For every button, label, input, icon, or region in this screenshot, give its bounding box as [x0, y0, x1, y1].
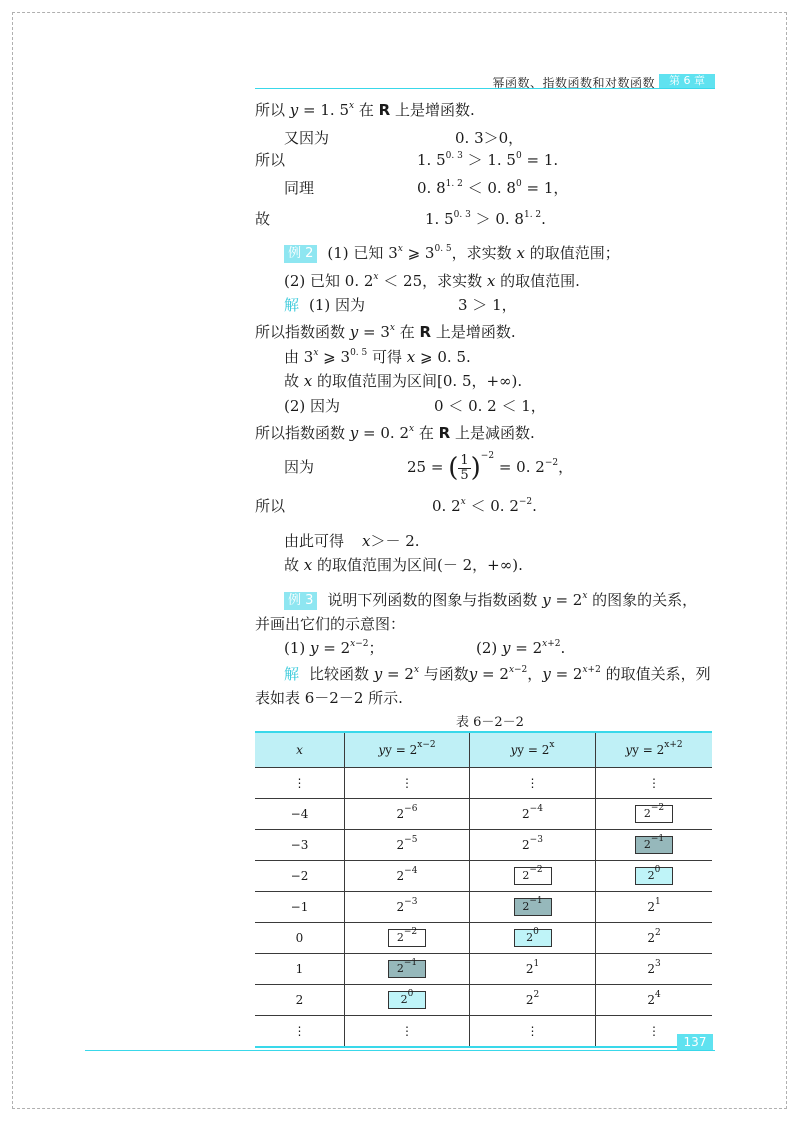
table-cell: ⋮ [470, 1016, 596, 1048]
table-row [255, 954, 712, 985]
math-line: 25 = ( $\frac{1}{5}$ )$^{-2}$ = 0. $2^{-2}$， [407, 451, 574, 483]
highlight-box: $2^0$ [388, 991, 426, 1009]
table-row [255, 861, 712, 892]
table-cell [596, 830, 713, 861]
table-cell [345, 985, 470, 1016]
math-line: (1) $y = 2^{x-2}$； [284, 639, 384, 657]
text-line: 又因为 [284, 129, 330, 147]
table-header: x [255, 732, 345, 768]
solution-label: 解 [284, 665, 300, 683]
table-cell [470, 923, 596, 954]
table-cell: ⋮ [596, 1016, 713, 1048]
text-line: 故 x 的取值范围为区间[0. 5，+∞). [284, 372, 523, 390]
table-cell: $2^{-3}$ [345, 892, 470, 923]
math-line: 0. $8^{1. 2} < 0$. $8^0 = 1$， [417, 179, 569, 197]
highlight-box: $2^{-2}$ [388, 929, 426, 947]
table-cell [345, 954, 470, 985]
highlight-box: $2^{-2}$ [514, 867, 552, 885]
table-cell: ⋮ [470, 768, 596, 799]
text-line: 由此可得 x＞－ 2. [284, 532, 420, 550]
table-cell: −4 [255, 799, 345, 830]
table-cell: 0 [255, 923, 345, 954]
highlight-box: $2^0$ [635, 867, 673, 885]
text-line: 解 比较函数 $y = 2^x$ 与函数$y = 2^{x-2}$，$y = 2^{x+2}$ 的取值关系，列 [284, 665, 711, 683]
math-line: 1. $5^{0. 3} > 0$. $8^{1. 2}$. [425, 210, 546, 228]
highlight-box: $2^{-2}$ [635, 805, 673, 823]
text-line: 所以 [255, 151, 286, 169]
math-line: 3 ＞ 1， [458, 296, 517, 314]
highlight-box: $2^{-1}$ [514, 898, 552, 916]
text-line: 由 3$^x$ ⩾ $3^{0. 5}$ 可得 x ⩾ 0. 5. [284, 348, 471, 366]
math-line: (2) $y = 2^{x+2}$. [476, 639, 566, 657]
table-cell: $2^1$ [470, 954, 596, 985]
table-cell: $2^1$ [596, 892, 713, 923]
math-line: 1. $5^{0. 3} > 1$. $5^0 = 1$. [417, 151, 559, 169]
table-cell: ⋮ [596, 768, 713, 799]
solution-label: 解 [284, 296, 300, 314]
table-cell: $2^{-4}$ [345, 861, 470, 892]
table-row [255, 892, 712, 923]
table-cell [470, 892, 596, 923]
footer-rule [85, 1050, 715, 1051]
highlight-box: $2^{-1}$ [388, 960, 426, 978]
table-cell: $2^4$ [596, 985, 713, 1016]
table-cell: ⋮ [255, 1016, 345, 1048]
table-cell: $2^{-6}$ [345, 799, 470, 830]
table-cell: ⋮ [255, 768, 345, 799]
table-cell: $2^2$ [470, 985, 596, 1016]
text-line: 所以 [255, 497, 286, 515]
table-caption: 表 6－2－2 [456, 715, 524, 730]
table-cell [470, 861, 596, 892]
example-3-label: 例 3 [284, 592, 317, 610]
header-rule [255, 88, 715, 89]
table-cell: 1 [255, 954, 345, 985]
chapter-label: 第 6 章 [659, 74, 715, 88]
text-line: 表如表 6－2－2 所示. [255, 689, 403, 707]
highlight-box: $2^{-1}$ [635, 836, 673, 854]
text-line: 并画出它们的示意图： [255, 615, 406, 633]
table-cell: 2 [255, 985, 345, 1016]
table-cell [596, 861, 713, 892]
highlight-box: $2^0$ [514, 929, 552, 947]
table-cell [345, 923, 470, 954]
table-row [255, 1016, 712, 1048]
math-line: 0 ＜ 0. 2 ＜ 1， [434, 397, 546, 415]
table-header: yy = $2^x$ [470, 732, 596, 768]
table-header: yy = $2^{x+2}$ [596, 732, 713, 768]
table-row [255, 799, 712, 830]
solution-line: 解 (1) 因为 [284, 296, 366, 314]
example-2-label: 例 2 [284, 245, 317, 263]
table-row [255, 768, 712, 799]
math-line: 0. 3＞0， [455, 129, 524, 147]
table-cell: $2^3$ [596, 954, 713, 985]
table-header: yy = $2^{x-2}$ [345, 732, 470, 768]
text-line: 所以指数函数 $y = 3^x$ 在 R 上是增函数. [255, 323, 516, 341]
table-cell: ⋮ [345, 1016, 470, 1048]
table-cell: ⋮ [345, 768, 470, 799]
text-line: (2) 因为 [284, 397, 341, 415]
example-2-question-2: (2) 已知 0. $2^x < 25$，求实数 x 的取值范围. [284, 272, 580, 290]
text-line: 故 [255, 210, 271, 228]
table-cell: −2 [255, 861, 345, 892]
table-row [255, 985, 712, 1016]
math-line: 0. $2^x < 0$. $2^{-2}$. [432, 497, 537, 515]
value-table [255, 731, 712, 1048]
chapter-title: 幂函数、指数函数和对数函数 [492, 76, 655, 90]
text-line: 同理 [284, 179, 315, 197]
example-2-question-1: 例 2 (1) 已知 3$^x$ ⩾ $3^{0. 5}$，求实数 x 的取值范围； [284, 243, 620, 263]
text-line: 所以 y = 1. 5$^x$ 在 R 上是增函数. [255, 101, 475, 119]
page-number: 137 [677, 1034, 713, 1050]
table-cell: $2^2$ [596, 923, 713, 954]
table-cell: $2^{-5}$ [345, 830, 470, 861]
table-cell: −1 [255, 892, 345, 923]
text-line: 所以指数函数 y = 0. 2$^x$ 在 R 上是减函数. [255, 424, 535, 442]
table-cell [596, 799, 713, 830]
table-row [255, 830, 712, 861]
text-line: 故 x 的取值范围为区间(－ 2，+∞). [284, 556, 523, 574]
table-cell: −3 [255, 830, 345, 861]
table-cell: $2^{-3}$ [470, 830, 596, 861]
table-cell: $2^{-4}$ [470, 799, 596, 830]
text-line: 因为 [284, 458, 315, 476]
table-row [255, 923, 712, 954]
example-3-question: 例 3 说明下列函数的图象与指数函数 $y = 2^x$ 的图象的关系， [284, 590, 697, 610]
